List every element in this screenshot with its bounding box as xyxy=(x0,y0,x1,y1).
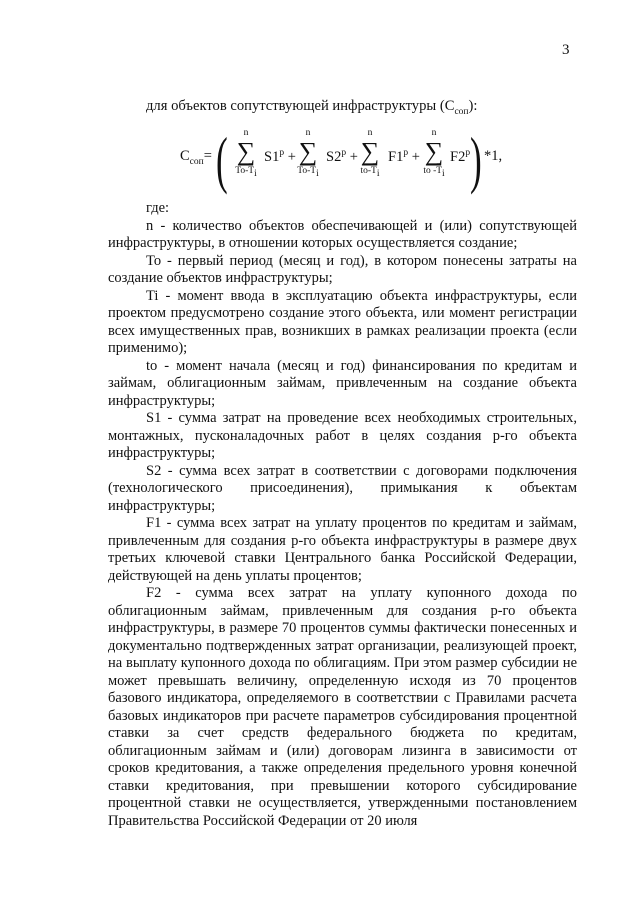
page-number: 3 xyxy=(562,42,570,58)
intro-end: ): xyxy=(468,98,478,114)
sum-upper-limit: n xyxy=(367,128,373,138)
sum-lower-limit: $to-T_i$ xyxy=(360,166,380,179)
intro-text: для объектов сопутствующей инфраструктуры (C xyxy=(146,98,455,114)
term-s1: S1$^p$ + xyxy=(264,148,296,165)
equals-sign: = xyxy=(203,148,212,164)
definition-s1: S1 - сумма затрат на проведение всех необходимых строительных, монтажных, пусконаладочных работ в целях создания p-го объекта инфраструктуры; xyxy=(108,410,577,461)
sum-f1 xyxy=(352,128,388,180)
lhs-symbol: C xyxy=(180,148,190,164)
sum-upper-limit: n xyxy=(431,128,437,138)
sum-upper-limit: n xyxy=(243,128,249,138)
sum-upper-limit: n xyxy=(305,128,311,138)
sigma-symbol: ∑ xyxy=(298,137,318,166)
sigma-symbol: ∑ xyxy=(424,137,444,166)
formula-lhs xyxy=(180,148,212,167)
sum-lower-limit: to $-T_i$ xyxy=(423,166,445,179)
cost-formula xyxy=(180,124,540,196)
definition-f2: F2 - сумма всех затрат на уплату купонного дохода по облигационным займам, привлеченным для создания p-го объекта инфраструктуры, в размере 70 процентов суммы фактически понесенных и документально подтвержденных затрат организации, реализующей проект, на выплату купонного дохода по облигациям. При этом размер субсидии не может превышать величину, определенную исходя из 70 процентов базового индикатора, определяемого в соответствии с Правилами расчета базовых индикаторов при расчете параметров субсидирования процентной ставки за счет средств федерального бюджета по кредитам, облигационным займам и (или) договорам лизинга в зависимости от сроков кредитования, а также определения предельного уровня конечной ставки кредитования, при превышении которого субсидирование процентной ставки не осуществляется, утвержденными постановлением Правительства Российской Федерации от 20 июля xyxy=(108,585,577,829)
intro-subscript: соп xyxy=(454,106,469,117)
left-parenthesis: ( xyxy=(216,124,228,195)
definition-s2: S2 - сумма всех затрат в соответствии с договорами подключения (технологического присоединения), примыкания к объектам инфраструктуры; xyxy=(108,462,577,514)
term-f2: F2$^p$ xyxy=(450,148,471,165)
definition-n: n - количество объектов обеспечивающей и (или) сопутствующей инфраструктуры, в отношении которых осуществляется создание; xyxy=(108,217,577,251)
sum-f2 xyxy=(416,128,452,180)
sigma-symbol: ∑ xyxy=(360,137,380,166)
term-s2: S2$^p$ + xyxy=(326,148,358,165)
sum-s2 xyxy=(290,128,326,180)
sum-lower-limit: $To-T_i$ xyxy=(235,166,257,179)
sigma-symbol: ∑ xyxy=(236,137,256,166)
lhs-subscript: соп xyxy=(189,156,204,167)
definitions-text xyxy=(108,200,577,830)
sum-s1 xyxy=(228,128,264,180)
definition-f1: F1 - сумма всех затрат на уплату процентов по кредитам и займам, привлеченным для создания p-го объекта инфраструктуры в размере двух третьих ключевой ставки Центрального банка Российской Федерации, действующей на день уплаты процентов; xyxy=(108,515,577,584)
formula-multiplier: *1, xyxy=(484,148,503,164)
term-f1: F1$^p$ + xyxy=(388,148,420,165)
sum-lower-limit: $To-T_i$ xyxy=(297,166,319,179)
formula-intro-line xyxy=(146,98,477,117)
where-label: где: xyxy=(146,200,170,216)
definition-to-financing: to - момент начала (месяц и год) финансирования по кредитам и займам, облигационным займам, привлеченным на создание объекта инфраструктуры; xyxy=(108,357,577,409)
definition-ti: Ti - момент ввода в эксплуатацию объекта инфраструктуры, если проектом предусмотрено создание этого объекта, или момент регистрации всех имущественных прав, возникших в рамках реализации проекта (если применимо); xyxy=(108,287,577,356)
definition-to-first-period: To - первый период (месяц и год), в котором понесены затраты на создание объектов инфраструктуры; xyxy=(108,252,577,286)
right-parenthesis: ) xyxy=(470,124,482,195)
